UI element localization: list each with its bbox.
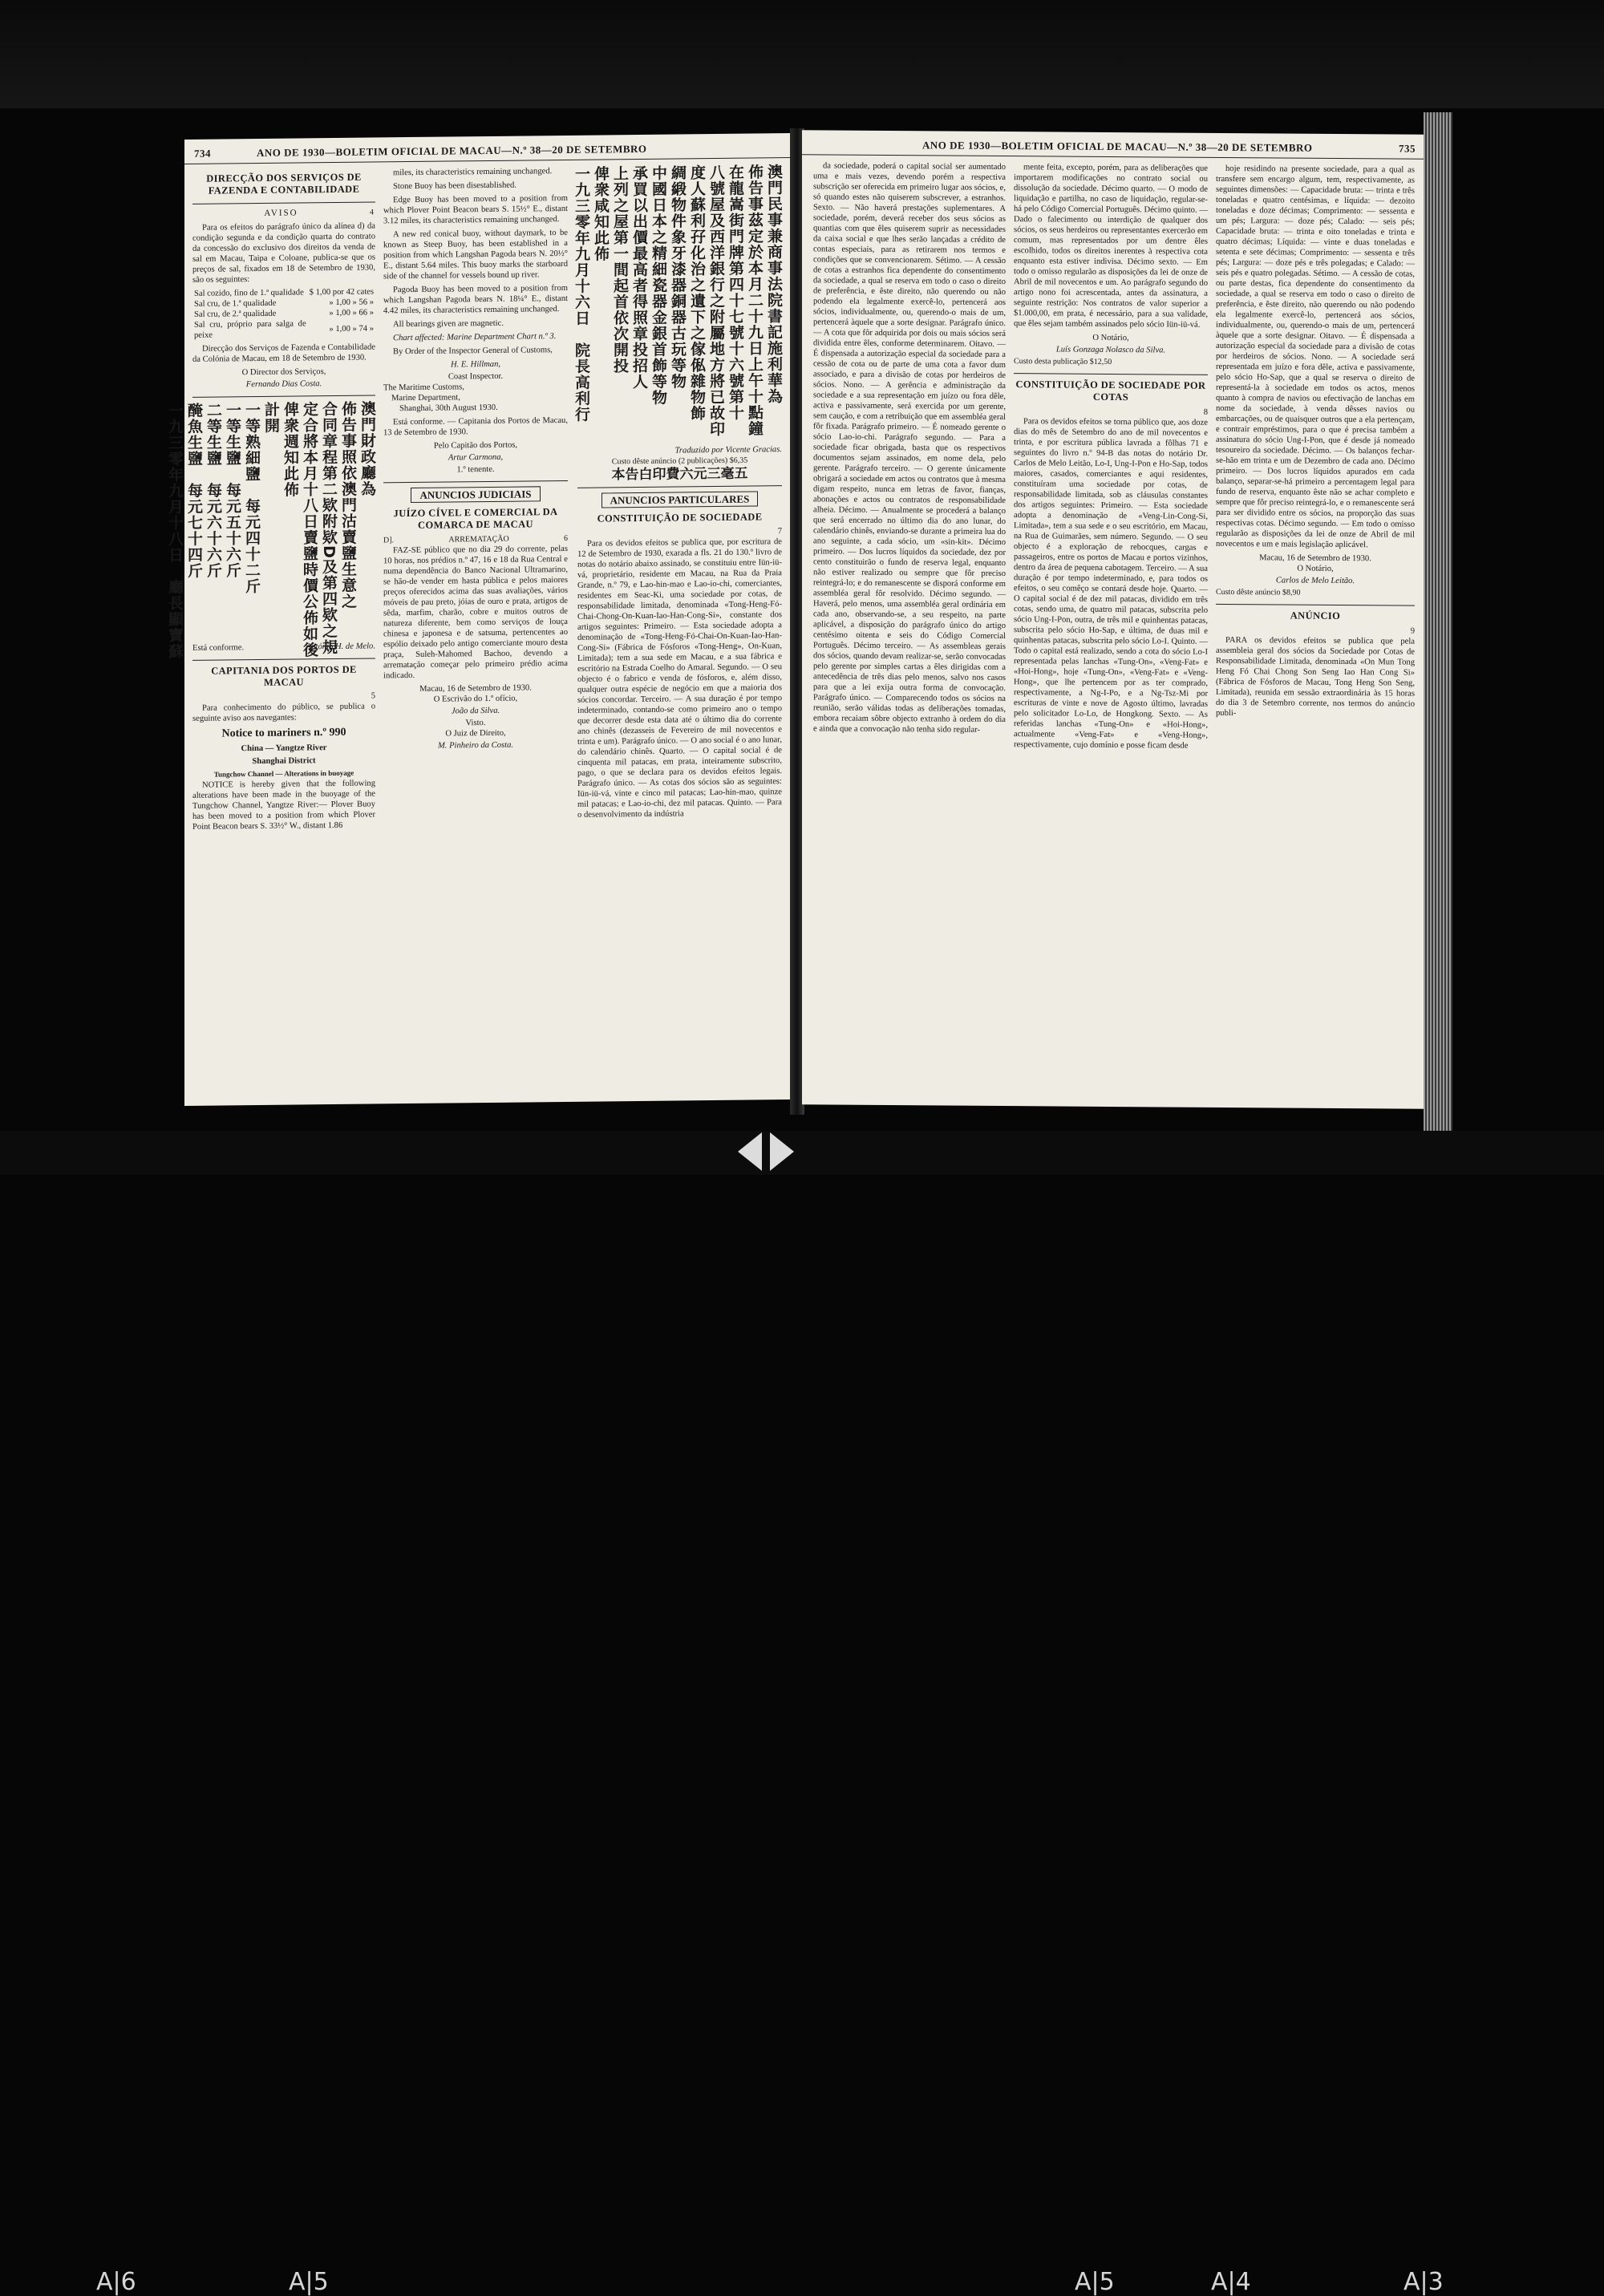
visto-label: Visto. (465, 719, 486, 728)
clerk-role: O Escrivão do 1.º ofício, (433, 694, 518, 704)
customs-line: Marine Department, (391, 393, 460, 403)
capitania-conform: Está conforme. — Capitania dos Portos de Macau, 13 de Setembro de 1930. (383, 415, 568, 438)
captain-name: Artur Carmona, (448, 452, 504, 463)
table-row (192, 307, 375, 319)
price-value: » 1,00 » 66 » (329, 308, 374, 318)
judicial-box-title: ANUNCIOS JUDICIAIS (411, 486, 540, 503)
sociedade-cotas-number: 8 (1203, 407, 1208, 417)
cjk-column: 澳門財政廳為 (358, 400, 376, 497)
arrematacao-body: FAZ-SE público que no dia 29 do corrente, pelas 10 horas, nos prédios n.º 47, 16 e 18 da Rua Central e numa dependência do Banco Nacional Ultramarino, se hão-de vender em hasta pública e pelos maiores preços oferecidos acima das suas avaliações, vários móveis de pau preto, jóias de ouro e prata, artigos de sêda, marfim, charão, cobre e muitos outros de natureza diferente, bem como serviços de louça chinesa e japonesa e de satsuma, pertencentes ao espólio deixado pelo antigo comerciante mouro desta praça, Suleh-Mahomed Bachoo, devendo a arrematação começar pelo primeiro prédio acima indicado. (383, 544, 568, 681)
notary-role: O Notário, (1092, 333, 1129, 343)
order-line: By Order of the Inspector General of Customs, (393, 346, 553, 357)
cjk-column: 承買以出價最高者得照章投招人 (630, 164, 648, 391)
publication-cost: Custo desta publicação $12,50 (1014, 357, 1112, 366)
right-column-3 (1216, 164, 1415, 723)
buoy-paragraph: A new red conical buoy, without daymark, to be known as Steep Buoy, has been established in a position from which Langshan Pagoda bears N. 20½° E., distant 5.64 miles. This buoy marks the starboard side of the channel for vessels bound up river. (383, 228, 568, 281)
film-arrow-icon (738, 1132, 794, 1171)
conformity-label: Está conforme. (192, 643, 245, 653)
cjk-column: 定合將本月十八日賣鹽時價公佈如後 (301, 401, 318, 658)
right-page (802, 130, 1424, 1108)
order-signer: H. E. Hillman, (450, 359, 501, 370)
page-header (802, 136, 1424, 159)
cjk-column: 中國日本之精細瓷器金銀首飾等物 (650, 164, 667, 406)
cjk-column: 佈告事茲定於本月二十九日上午十點鐘 (746, 164, 764, 437)
cjk-column: 俾衆咸知此佈 (592, 165, 610, 262)
buoy-paragraph: Pagoda Buoy has been moved to a position from which Langshan Pagoda bears N. 18¼° E., distant 4.42 miles, its characteristics remaining unchanged. (383, 283, 568, 316)
chinese-court-notice (573, 164, 783, 447)
aviso-label: AVISO (264, 208, 298, 218)
price-item: Sal cru, de 2.ª qualidade (194, 309, 277, 319)
cjk-column: 一等熟細鹽 每元四十二斤 (243, 401, 261, 595)
cjk-column: 澳門民事兼商事法院書記施利華為 (765, 164, 783, 405)
buoy-paragraph: Stone Buoy has been disestablished. (393, 180, 516, 192)
price-value: » 1,00 » 74 » (329, 323, 374, 334)
salt-price-table (192, 286, 375, 340)
fazenda-signer-role: O Director dos Serviços, (241, 367, 326, 378)
right-column-1 (813, 160, 1006, 739)
court-notice-cost: Custo dêste anúncio (2 publicações) $6,35 (611, 456, 748, 467)
cotas-date: Macau, 16 de Setembro de 1930. (1259, 553, 1371, 564)
film-marker: A|5 (289, 2268, 329, 2296)
cotas-cost: Custo dêste anúncio $8,90 (1216, 587, 1301, 597)
sociedade-number: 7 (777, 527, 782, 537)
film-marker: A|6 (96, 2268, 136, 2296)
notice-district: Shanghai District (252, 756, 316, 767)
court-notice-cost-cn: 本告白印費六元三毫五 (611, 465, 748, 484)
cjk-column: 醃魚生鹽 每元七十四斤 (185, 402, 203, 579)
cotas-notary-role: O Notário, (1297, 564, 1334, 573)
buoy-paragraph: miles, its characteristics remaining unchanged. (393, 167, 553, 178)
price-item: Sal cru, próprio para salga de peixe (194, 319, 306, 340)
judge-name: M. Pinheiro da Costa. (437, 740, 514, 751)
anuncio-number: 9 (1410, 626, 1415, 636)
price-item: Sal cozido, fino de 1.ª qualidade (194, 288, 304, 298)
notice-body: NOTICE is hereby given that the following alterations have been made in the buoyage of the Tungchow Channel, Yangtze River:— Plover Buoy has been moved to a position from which Plover Point Beacon bears S. 33½° W., distant 1.86 (192, 779, 375, 832)
particulares-box-title: ANUNCIOS PARTICULARES (602, 491, 759, 508)
anuncio-body: PARA os devidos efeitos se publica que pela assembleia geral dos sócios da Sociedade por Cotas de Responsabilidade Limitada, denominada «On Mun Tong Heng Fó Chai Chong Son Seng Iao Han Cong Si» (Fábrica de Fósforos de Macau, Tong Heng Son Seng, Limitada), reunida em sessão extraordinária às 15 horas do dia 3 de Setembro corrente, nos termos do anúncio publi- (1216, 635, 1415, 719)
film-top-strip (0, 0, 1604, 108)
notice-region: China — Yangtze River (241, 743, 327, 754)
left-column-3 (573, 164, 783, 824)
film-marker: A|4 (1211, 2268, 1251, 2296)
cotas-notary-name: Carlos de Melo Leitão. (1275, 576, 1355, 586)
capitania-title: CAPITANIA DOS PORTOS DE MACAU (211, 663, 357, 688)
cjk-column: 一九三零年九月十八日 廳長顯寶蘇 (166, 402, 184, 660)
judicial-ref: D]. (383, 536, 395, 545)
film-bottom-strip (0, 1131, 1604, 2296)
right-column-2 (1014, 162, 1208, 755)
sociedade-cotas-body: Para os devidos efeitos se torna público que, aos doze dias do mês de Setembro do ano de mil novecentos e trinta, e por escritura pública lavrada a fôlhas 71 e seguintes do livro n.º 94-B das notas do notário Dr. Carlos de Melo Leitão, Lo-I, Ung-I-Pon e Ho-Sap, todos maiores, casados, comerciantes e aqui residentes, constituíram uma sociedade por cotas, de responsabilidade limitada, sob as cláusulas constantes dos artigos seguintes: Primeiro. — Esta sociedade adopta a denominação de «Veng-Lin-Cong-Si, Limitada», tem a sua sede e o seu escritório, em Macau, na Rua de Guimarães, sem número. Segundo. — O seu objecto é a exploração de rebocques, cargas e passageiros, entre os portos de Macau e portos vizinhos, dentro da área de pequena cabotagem. Terceiro. — A sua duração é por tempo indeterminado, e, para todos os efeitos, o seu comêço se contará desde hoje. Quarto. — O capital social é de dez mil patacas, dividido em três cotas, sendo uma, de quatro mil patacas, subscrita pelo sócio Ung-I-Pon, outra, de três mil e quinhentas patacas, subscrita pelo sócio Ho-Sap, e última, de duas mil e quinhentas patacas, subscrita pelo sócio Lo-I. Quinto. — Todo o capital está realizado, sendo a cota do sócio Lo-I representada pelas lanchas «Tung-On», «Veng-Fat» e «Hoi-Hong», hoje «Tung-On», «Veng-Fat» e «Veng-Hong», que lhe pertencem por as ter comprado, respectivamente, a Ng-I-Po, e a Ng-Tsz-Mi por escrituras de vinte e nove de Agosto último, lavradas pelo solicitador Lo-Lo, de Hongkong. Sexto. — As referidas lanchas «Tung-On» e «Hoi-Hong», actualmente «Veng-Fat» e «Veng-Hong», respectivamente, cujo domínio e posse ficam desde (1014, 417, 1208, 751)
page-header-title: ANO DE 1930—BOLETIM OFICIAL DE MACAU—N.º 38—20 DE SETEMBRO (922, 139, 1313, 154)
captain-rank: 1.º tenente. (456, 464, 495, 475)
aviso-number: 4 (370, 208, 375, 217)
anuncio-title: ANÚNCIO (1290, 609, 1341, 622)
court-title: JUÍZO CÍVEL E COMERCIAL DA COMARCA DE MACAU (393, 506, 558, 531)
notice-title: Notice to mariners n.º 990 (221, 726, 346, 740)
page-header-title: ANO DE 1930—BOLETIM OFICIAL DE MACAU—N.º 38—20 DE SETEMBRO (257, 142, 647, 160)
notice-channel: Tungchow Channel — Alterations in buoyage (213, 768, 354, 779)
page-number: 734 (194, 147, 211, 160)
left-page (166, 133, 790, 1106)
sociedade-continued: da sociedade, poderá o capital social ser aumentado uma e mais vezes, devendo porém a respectiva subscrição ser oferecida em primeiro lugar aos sócios, e, só quando estes não quiserem subscrever, a estranhos. Sexto. — Não haverá prestações suplementares. A sociedade, porém, deverá receber dos seus sócios as quantias com que êles quiserem suprir as necessidades da caixa social e que lhes serão lançadas a crédito de contas especiais, para as retirarem nos termos e condições que se convencionarem. Sétimo. — A cessão de cotas a estranhos fica dependente do consentimento da sociedade, a qual se reserva em todo o caso o direito de preferência, e êste direito, não querendo ou não podendo ela legalmente exercê-lo, pertencerá aos sócios, individualmente, ou, querendo-o mais de um, pertencerá àquele que a sorte designar. Parágrafo único. — A cota que fôr adquirida por dois ou mais sócios será dividida entre êles, conforme determinarem. Oitavo. — É dispensada a autorização especial da sociedade para a cessão de cota ou de parte de uma cota a favor dum associado, e para a divisão de cotas por herdeiros de sócios. Nono. — A gerência e administração da sociedade e a sua representação em juízo ou fora dêle, activa e passivamente, será exercida por um gerente, sem caução, e com a retribuição que em assembléa geral fôr fixada. Parágrafo primeiro. — É nomeado gerente o sócio Lao-io-chi. Parágrafo segundo. — Para a sociedade ficar obrigada, basta que os respectivos documentos sejam assinados, em nome dela, pelo gerente. Parágrafo terceiro. — O gerente únicamente obrigará a sociedade em actos ou contratos que à mesma digam respeito, nunca em letras de favor, fianças, abonações e actos ou contratos de responsabilidade alheia. Décimo. — Anualmente se procederá a balanço que será encerrado no último dia do ano lunar, do calendário chinês, enviando-se durante a primeira lua do ano seguinte, a cada sócio, um «sin-kit». Décimo primeiro. — Dos lucros líquidos da sociedade, dez por cento constituirão o fundo de reserva legal, enquanto não estiver realizado ou sempre que fôr preciso reintegrá-lo; e do remanescente se disporá conforme em assembléa geral fôr resolvido. Décimo segundo. — Haverá, pelo menos, uma assembléa geral ordinária em cada ano, observando-se, a seu respeito, na parte aplicável, a disposição do parágrafo único do artigo centésimo oitenta e seis do Código Comercial Português. Décimo terceiro. — As assembleas gerais dos sócios, quando devam realizar-se, serão convocadas pelo gerente por simples cartas a êles dirigidas com a antecedência de três dias pelo menos, salvo nos casos para que a lei exija outra forma de convocação. Parágrafo único. — Comparecendo todos os sócios na reunião, serão válidas todas as deliberações tomadas, embora recaiam sôbre objecto extranho à ordem do dia e ainda que a convocação não tenha sido regular- (813, 161, 1006, 735)
chart-affected: Chart affected: Marine Department Chart n.º 3. (393, 332, 557, 343)
cjk-column: 八號屋及西洋銀行之附屬地方將已故印 (707, 164, 725, 438)
bearings-note: All bearings given are magnetic. (393, 318, 504, 330)
left-column-1 (166, 168, 376, 835)
judge-role: O Juiz de Direito, (445, 728, 506, 739)
arrematacao-label: ARREMATAÇÃO (448, 534, 509, 545)
film-marker: A|3 (1404, 2268, 1444, 2296)
table-row (192, 318, 375, 340)
judicial-date: Macau, 16 de Setembro de 1930. (419, 683, 532, 694)
cjk-column: 一九三零年九月十六日 院長高利行 (573, 165, 590, 423)
cjk-column: 二等生鹽 每元六十六斤 (205, 402, 222, 579)
capitania-number: 5 (371, 691, 375, 701)
cjk-column: 計開 (262, 401, 280, 434)
sociedade-title: CONSTITUIÇÃO DE SOCIEDADE (597, 511, 763, 524)
price-value: $ 1,00 por 42 cates (309, 287, 374, 298)
sociedade-body: Para os devidos efeitos se publica que, por escritura de 12 de Setembro de 1930, exarada a fls. 21 do 130.º livro de notas do notário abaixo assinado, se constituiu entre Iün-iü-vá, proprietário, residente em Macau, na Rua da Praia Grande, n.º 79, e Lao-hin-mao e Lao-io-chi, comerciantes, residentes em Seac-Ki, uma sociedade por cotas, de responsabilidade limitada, denominada «Tong-Heng-Fó-Chai-Chong-On-Kuan-Iao-Han-Cong-Si», constante dos artigos seguintes: Primeiro. — Esta sociedade adopta a denominação de «Tong-Heng-Fó-Chai-On-Kuan-Iao-Han-Cong-Si» (Fábrica de Fósforos «Tong-Heng», On-Kuan, Limitada); tem a sua sede em Macau, e a sua fábrica e escritório na Estrada Coelho do Amaral. Segundo. — O seu objecto é o fabrico e venda de fósforos, e, além disso, qualquer outra espécie de negócio em que a maioria dos sócios concordar. Terceiro. — A sua duração é por tempo indeterminado, contando-se como primeiro ano o tempo que decorrer desde esta data até o último dia do corrente ano chinês (dezasseis de Fevereiro de mil novecentos e trinta e um). Parágrafo único. — O ano social é o ano lunar, do calendário chinês. Quarto. — O capital social é de cinquenta mil patacas, em prata, inteiramente subscrito, pago, o que se declara para os devidos efeitos legais. Parágrafo único. — As cotas dos sócios são as seguintes: Iün-iü-vá, vinte e cinco mil patacas; Lao-hin-mao, quinze mil patacas; e Lao-io-chi, dez mil patacas. Quinto. — Para o desenvolvimento da indústria (577, 537, 782, 820)
fazenda-intro: Para os efeitos do parágrafo único da alínea d) da condição segunda e da condição quarta do contrato da concessão do exclusivo dos direitos da venda de sal em Macau, Taipa e Coloane, publica-se que os preços de sal, fixados em 18 de Setembro de 1930, são os seguintes: (192, 221, 375, 285)
cjk-column: 一等生鹽 每元五十六斤 (224, 402, 241, 579)
sociedade-continued: mente feita, excepto, porém, para as deliberações que importarem modificações no contrato social ou dissolução da sociedade. Décimo quarto. — O modo de liquidação e partilha, no caso de liquidação, regular-se-há pelo Código Comercial Português. Décimo quinto. — Dado o falecimento ou interdição de qualquer dos sócios, os seus herdeiros ou representantes exercerão em comum, mas representados por um dentre êles escolhido, todos os direitos inerentes à respectiva cota enquanto esta estiver indivisa. Décimo sexto. — Em todo o omisso regularão as disposições da lei de onze de Abril de mil novecentos e um. Ao parágrafo segundo do artigo nono foi acrescentada, antes da assinatura, a seguinte restrição: Nos contratos de valor superior a $1.000,00, em prata, é necessário, para a sua validade, que êles sejam também assinados pelo sócio Iün-iü-vá. (1014, 163, 1208, 330)
left-column-2 (383, 166, 568, 753)
translator: Traduzido por Vicente Gracias. (674, 445, 782, 456)
film-marker: A|5 (1075, 2268, 1115, 2296)
page-header (184, 140, 790, 164)
cjk-column: 合同章程第二欵附欵D及第四欵之規 (320, 400, 338, 655)
buoy-paragraph: Edge Buoy has been moved to a position from which Plover Point Beacon bears S. 15½° E., distant 3.12 miles, its characteristics remaining unchanged. (383, 193, 568, 226)
cjk-column: 上列之屋第一間起首依次開投 (611, 165, 629, 375)
cjk-column: 度人蘇利孖化治之遺下之傢俬雜物飾 (688, 164, 706, 422)
capitania-intro: Para conhecimento do público, se publica o seguinte aviso aos navegantes: (192, 702, 375, 723)
cjk-column: 俾衆週知此佈 (282, 401, 299, 498)
customs-line: Shanghai, 30th August 1930. (399, 403, 498, 414)
page-stack-edge (1424, 112, 1452, 1131)
sociedade-cotas-continued: hoje residindo na presente sociedade, para a qual as transfere sem encargo algum, tem, respectivamente, as seguintes dimensões: — Capacidade bruta: — trinta e três toneladas e quatro centésimas, e líquida: — dezoito toneladas e doze décimas; Comprimento: — sessenta e um pés; Largura: — doze pés; Calado: — seis pés; Capacidade bruta: — trinta e oito toneladas e trinta e quatro décimas; Líquida: — vinte e duas toneladas e setenta e sete décimas; Comprimento: — sessenta e três pés; Largura: — doze pés e três polegadas; e Calado: — seis pés e quatro polegadas. Sétimo. — A cessão de cotas, ou parte destas, fica dependente do consentimento da sociedade, a qual se reserva em todo o caso o direito de preferência, e êste direito, não querendo ou não podendo ela legalmente exercê-lo, pertencerá aos sócios, individualmente, ou, querendo-o mais de um, pertencerá àquele que a sorte designar. Oitavo. — É dispensada a autorização especial da sociedade para a divisão de cotas por herdeiros de sócios. Nono. — A sociedade será representada em juízo e fora dêle, activa e passivamente, pelo sócio Ho-Sap, que a qual se reserva o direito de representá-la à sociedade em todos os actos, menos quanto à compra de navios ou efectivação de lanchas em nome da sociedade, à venda dêsses navios ou embarcações, ou de quaisquer outros que a ela pertençam, e contrair empréstimos, para o que é precisa também a assinatura do sócio Ung-I-Pon, que é desde já nomeado tesoureiro da sociedade. Décimo. — Os balanços fechar-se-hão em trinta e um de Dezembro de cada ano. Décimo primeiro. — Dos lucros líquidos apurados em cada balanço, separar-se-há primeiro a percentagem legal para fundo de reserva, enquanto êste não se achar completo e sempre que fôr preciso reintegrá-lo, e o remanescente será para ser dividido entre os sócios, na proporção das suas respectivas cotas. Décimo segundo. — Em todo o omisso regularão as disposições da lei de onze de Abril de mil novecentos e um e mais legislação aplicável. (1216, 164, 1415, 550)
judicial-number: 6 (563, 533, 568, 544)
page-number: 735 (1399, 142, 1416, 155)
notary-name: Luís Gonzaga Nolasco da Silva. (1055, 345, 1166, 355)
order-role: Coast Inspector. (448, 371, 504, 382)
sociedade-cotas-title: CONSTITUIÇÃO DE SOCIEDADE POR COTAS (1015, 379, 1206, 403)
price-item: Sal cru, de 1.ª qualidade (194, 298, 277, 309)
fazenda-title: DIRECÇÃO DOS SERVIÇOS DE FAZENDA E CONTABILIDADE (206, 171, 362, 196)
price-value: » 1,00 » 56 » (329, 298, 374, 308)
fazenda-closing: Direcção dos Serviços de Fazenda e Contabilidade da Colónia de Macau, em 18 de Setembro de 1930. (192, 342, 375, 364)
cjk-column: 在龍嵩街門牌第四十七號十六號第十 (727, 164, 744, 421)
cjk-column: 綢緞物件象牙漆器銅器古玩等物 (669, 164, 687, 390)
fazenda-signer: Fernando Dias Costa. (245, 379, 322, 390)
conformity-signer: António H. de Melo. (306, 642, 375, 652)
cjk-column: 佈告事照依澳門沽賣鹽生意之 (339, 400, 357, 609)
clerk-name: João da Silva. (451, 706, 500, 716)
customs-line: The Maritime Customs, (383, 383, 464, 393)
captain-role: Pelo Capitão dos Portos, (433, 440, 518, 451)
